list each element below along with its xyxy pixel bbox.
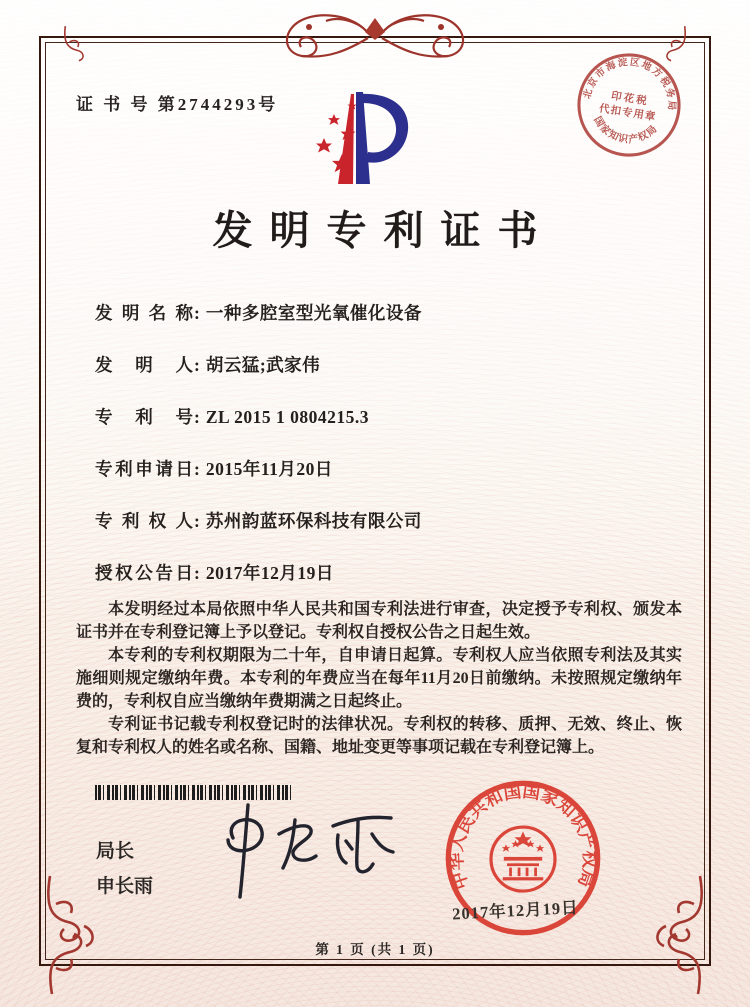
legal-paragraph-3: 专利证书记载专利权登记时的法律状况。专利权的转移、质押、无效、终止、恢复和专利权人的姓名或名称、国籍、地址变更等事项记载在专利登记簿上。 bbox=[76, 716, 682, 756]
field-label: 专利权人 bbox=[95, 511, 193, 531]
field-value: 一种多腔室型光氧催化设备 bbox=[205, 303, 422, 323]
legal-text bbox=[76, 598, 682, 759]
field-grant-date: 授权公告日: 2017年12月19日 bbox=[95, 563, 334, 583]
field-filing-date: 专利申请日: 2015年11月20日 bbox=[95, 459, 333, 479]
field-patent-number: 专利号: ZL 2015 1 0804215.3 bbox=[95, 407, 369, 427]
seal-ring-text: 中华人民共和国国家知识产权局 bbox=[445, 780, 601, 893]
legal-paragraph-1: 本发明经过本局依照中华人民共和国专利法进行审查，决定授予专利权、颁发本证书并在专利登记簿上予以登记。专利权自授权公告之日起生效。 bbox=[76, 601, 682, 641]
corner-flourish-top-left bbox=[58, 24, 102, 88]
tax-stamp-bottom-text: 国家知识产权局 bbox=[591, 114, 661, 146]
legal-paragraph-2: 本专利的专利权期限为二十年，自申请日起算。专利权人应当依照专利法及其实施细则规定缴纳年费。本专利的年费应当在每年11月20日前缴纳。未按照规定缴纳年费的，专利权自应当缴纳年费期满之日起终止。 bbox=[76, 647, 682, 710]
ornament-center-diamond bbox=[365, 18, 385, 40]
barcode bbox=[95, 785, 291, 800]
logo-p-stem bbox=[356, 92, 370, 184]
top-border-ornament bbox=[252, 5, 498, 65]
director-name: 申长雨 bbox=[96, 876, 154, 897]
page-number: 第 1 页 (共 1 页) bbox=[315, 942, 435, 957]
field-label: 发明人 bbox=[95, 355, 193, 375]
field-value: 胡云猛;武家伟 bbox=[205, 355, 321, 375]
certificate-number: 证 书 号 第2744293号 bbox=[76, 95, 279, 114]
seal-date: 2017年12月19日 bbox=[451, 897, 580, 924]
field-label: 专利号 bbox=[95, 407, 193, 427]
field-value: 苏州韵蓝环保科技有限公司 bbox=[205, 511, 422, 531]
field-label: 专利申请日 bbox=[95, 459, 193, 479]
field-invention-name: 发明名称: 一种多腔室型光氧催化设备 bbox=[95, 303, 422, 323]
tax-stamp bbox=[566, 42, 692, 168]
tax-stamp-center-line1: 印花税 bbox=[610, 90, 650, 108]
director-block bbox=[96, 834, 153, 904]
field-value: 2015年11月20日 bbox=[205, 459, 333, 479]
field-list bbox=[95, 301, 422, 613]
tax-stamp-center-line2: 代扣专用章 bbox=[598, 103, 658, 124]
field-label: 授权公告日 bbox=[95, 563, 193, 583]
field-value: ZL 2015 1 0804215.3 bbox=[205, 407, 369, 427]
director-post: 局长 bbox=[96, 841, 135, 862]
certificate-title: 发明专利证书 bbox=[212, 208, 555, 253]
cnipa-logo bbox=[296, 88, 428, 188]
field-inventor: 发明人: 胡云猛;武家伟 bbox=[95, 355, 321, 375]
national-emblem bbox=[491, 827, 555, 891]
field-label: 发明名称 bbox=[95, 303, 193, 323]
director-signature-handwriting bbox=[205, 800, 420, 900]
field-value: 2017年12月19日 bbox=[205, 563, 334, 583]
tax-stamp-top-text: 北京市海淀区地方税务局 bbox=[581, 56, 677, 113]
corner-flourish-bottom-right bbox=[638, 874, 710, 996]
field-patentee: 专利权人: 苏州韵蓝环保科技有限公司 bbox=[95, 511, 422, 531]
